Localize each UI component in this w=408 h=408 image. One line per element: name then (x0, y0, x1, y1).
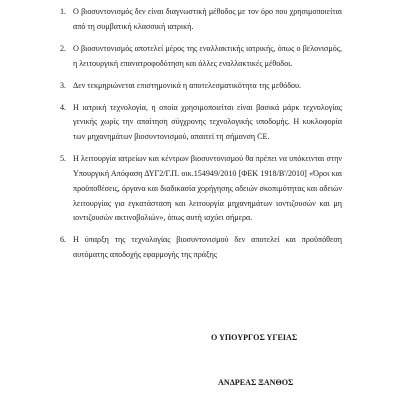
item-number: 6. (60, 235, 67, 245)
list-item (60, 101, 342, 145)
signatory-role: Ο ΥΠΟΥΡΓΟΣ ΥΓΕΙΑΣ (211, 333, 298, 342)
list-item (60, 5, 342, 35)
item-number: 5. (60, 154, 67, 164)
item-text: Η ύπαρξη της τεχνολογίας βιοσυντονισμού δεν αποτελεί και προϋπόθεση αυτόματης αποδοχής εφαρμογής της πράξης (73, 235, 342, 260)
numbered-list (60, 5, 342, 263)
list-item (60, 152, 342, 226)
item-text: Δεν τεκμηριώνεται επιστημονικά η αποτελεσματικότητα της μεθόδου. (73, 80, 302, 90)
item-text: Ο βιοσυντονισμός αποτελεί μέρος της εναλλακτικής ιατρικής, όπως ο βελονισμός, η λειτουργική επανατροφοδότηση και άλλες εναλλακτικές μέθοδοι. (73, 43, 342, 68)
list-item (60, 79, 342, 94)
item-number: 1. (60, 7, 67, 16)
item-number: 2. (60, 43, 67, 53)
item-text: Η λειτουργία ιατρείων και κέντρων βιοσυντονισμού θα πρέπει να υπόκεινται στην Υπουργική Απόφαση ΔΥΓ2/Γ.Π. οικ.154949/2010 [ΦΕΚ 1918/Β'/2010] «Όροι και προϋποθέσεις, όργανα και διαδικασία χορήγησης αδειών σκοπιμότητας και αδειών λειτουργίας για εγκατάσταση και λειτουργία μηχανημάτων ιοντιζουσών και μη ιοντιζουσών ακτινοβολιών», όπως αυτή ισχύει σήμερα. (73, 154, 342, 223)
signatory-name: ΑΝΔΡΕΑΣ ΞΑΝΘΟΣ (218, 378, 294, 387)
item-number: 3. (60, 80, 67, 90)
item-text: Η ιατρική τεχνολογία, η οποία χρησιμοποιείται είναι βασικά μάρκ τεχνολογίας γενικής χωρίς την απαίτηση σύγχρονης τεχνολογικής υποδομής. Η κυκλοφορία των μηχανημάτων βιοσυντονισμού, απαιτεί τη σήμανση CE. (73, 102, 342, 142)
list-item (60, 42, 342, 72)
list-item (60, 233, 342, 263)
item-number: 4. (60, 102, 67, 112)
item-text: Ο βιοσυντονισμός δεν είναι διαγνωστική μέθοδος με τον όρο που χρησιμοποιείται από τη συμβατική κλασσική ιατρική. (73, 7, 342, 31)
